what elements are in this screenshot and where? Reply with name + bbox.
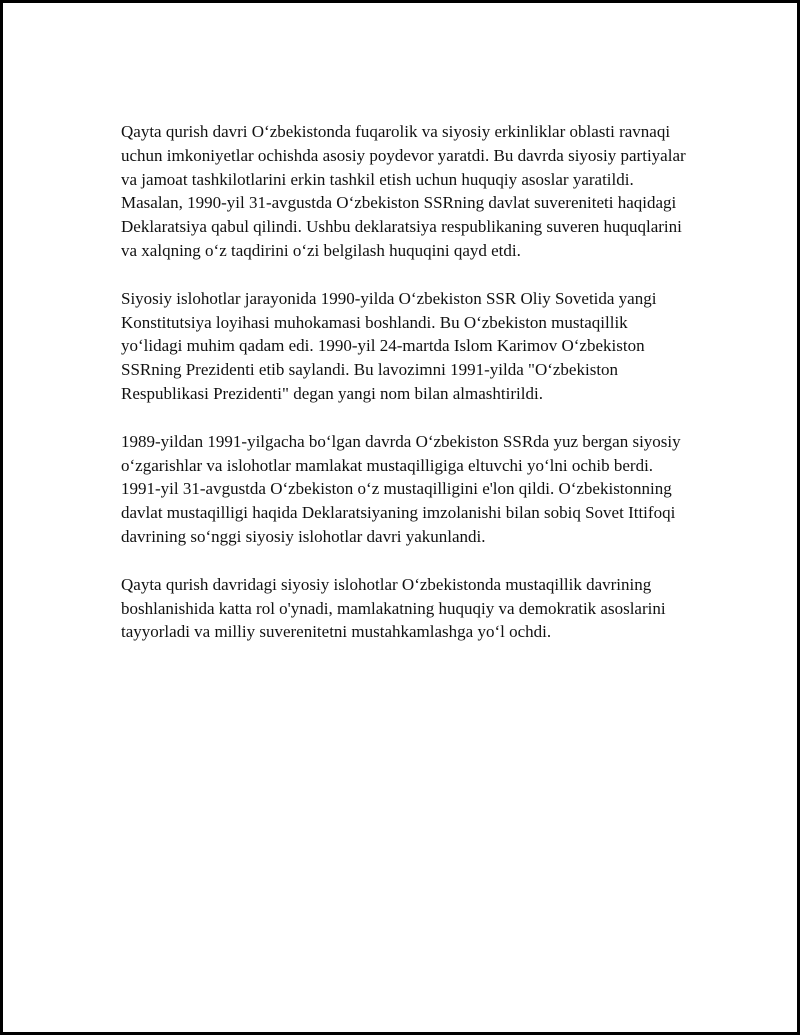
- paragraph-1: Qayta qurish davri O‘zbekistonda fuqarolik va siyosiy erkinliklar oblasti ravnaqi uchun imkoniyetlar ochishda asosiy poydevor yaratdi. Bu davrda siyosiy partiyalar va jamoat tashkilotlarini erkin tashkil etish uchun huquqiy asoslar yaratildi. Masalan, 1990-yil 31-avgustda O‘zbekiston SSRning davlat suvereniteti haqidagi Deklaratsiya qabul qilindi. Ushbu deklaratsiya respublikaning suveren huquqlarini va xalqning o‘z taqdirini o‘zi belgilash huquqini qayd etdi.: [121, 122, 686, 260]
- paragraph-2: Siyosiy islohotlar jarayonida 1990-yilda O‘zbekiston SSR Oliy Sovetida yangi Konstitutsiya loyihasi muhokamasi boshlandi. Bu O‘zbekiston mustaqillik yo‘lidagi muhim qadam edi. 1990-yil 24-martda Islom Karimov O‘zbekiston SSRning Prezidenti etib saylandi. Bu lavozimni 1991-yilda "O‘zbekiston Respublikasi Prezidenti" degan yangi nom bilan almashtirildi.: [121, 288, 657, 403]
- document-body: [121, 120, 691, 668]
- paragraph-3: 1989-yildan 1991-yilgacha bo‘lgan davrda O‘zbekiston SSRda yuz bergan siyosiy o‘zgarishlar va islohotlar mamlakat mustaqilligiga eltuvchi yo‘lni ochib berdi. 1991-yil 31-avgustda O‘zbekiston o‘z mustaqilligini e'lon qildi. O‘zbekistonning davlat mustaqilligi haqida Deklaratsiyaning imzolanishi bilan sobiq Sovet Ittifoqi davrining so‘nggi siyosiy islohotlar davri yakunlandi.: [121, 431, 681, 546]
- paragraph-4: Qayta qurish davridagi siyosiy islohotlar O‘zbekistonda mustaqillik davrining boshlanishida katta rol o'ynadi, mamlakatning huquqiy va demokratik asoslarini tayyorladi va milliy suverenitetni mustahkamlashga yo‘l ochdi.: [121, 574, 666, 642]
